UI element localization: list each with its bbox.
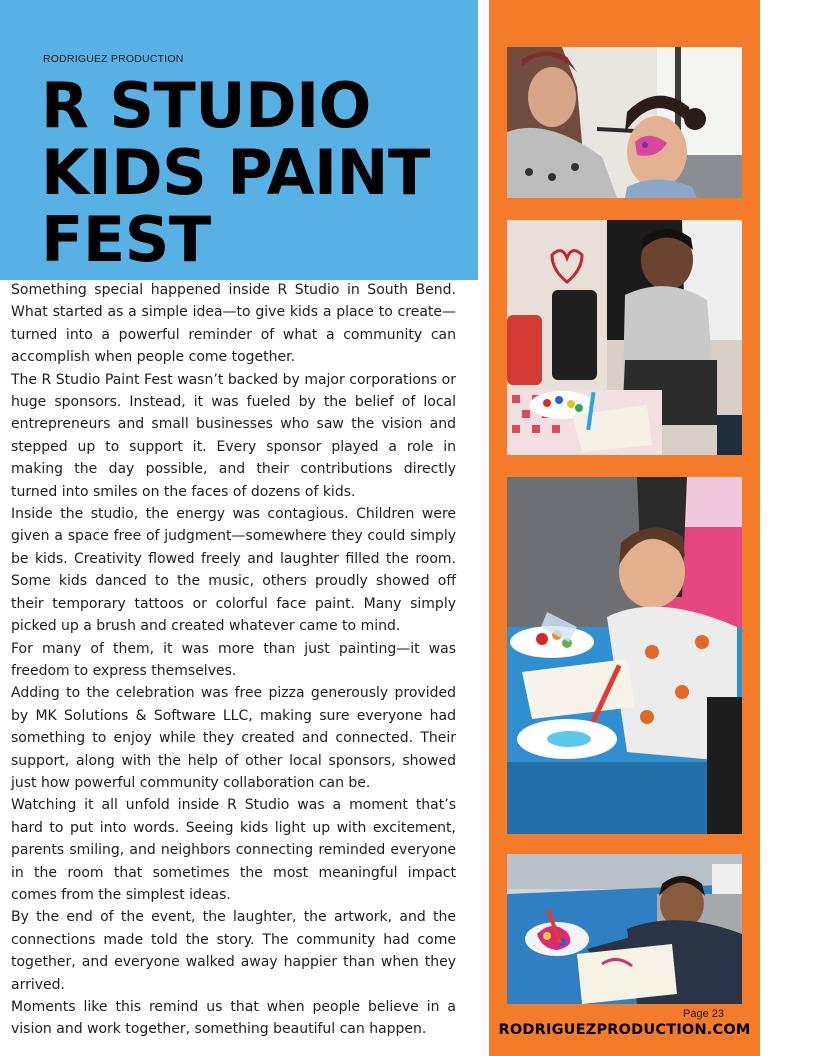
page-number: Page 23 bbox=[683, 1008, 724, 1020]
toddler-painting-photo bbox=[507, 477, 742, 834]
article-paragraph-6: Watching it all unfold inside R Studio was a moment that’s hard to put into words. Seeing kids light up with excitement, parents smiling, and neighbors connecting reminded everyone in the room that sometimes the most meaningful impact comes from the simplest ideas. bbox=[11, 797, 456, 903]
photo-sidebar bbox=[489, 0, 760, 1056]
title-line-1: R STUDIO bbox=[41, 69, 371, 142]
article-paragraph-7: By the end of the event, the laughter, the artwork, and the connections made told the story. The community had come together, and everyone walked away happier than when they arrived. bbox=[11, 909, 456, 993]
article-paragraph-1: Something special happened inside R Studio in South Bend. What started as a simple idea—to give kids a place to create—turned into a powerful reminder of what a community can accomplish when people come together. bbox=[11, 282, 456, 366]
article-paragraph-2: The R Studio Paint Fest wasn’t backed by major corporations or huge sponsors. Instead, it was fueled by the belief of local entrepreneurs and small businesses who saw the vision and stepped up to support it. Every sponsor played a role in making the day possible, and their contributions directly turned into smiles on the faces of dozens of kids. bbox=[11, 371, 456, 500]
title-line-3: FEST bbox=[41, 203, 211, 276]
article-paragraph-5: Adding to the celebration was free pizza generously provided by MK Solutions & Software LLC, making sure everyone had something to enjoy while they created and connected. Their support, along with the help of other local sponsors, showed just how powerful community collaboration can be. bbox=[11, 685, 456, 791]
publication-kicker: RODRIGUEZ PRODUCTION bbox=[43, 53, 184, 65]
article-paragraph-4: For many of them, it was more than just painting—it was freedom to express themselves. bbox=[11, 640, 456, 679]
article-paragraph-3: Inside the studio, the energy was contagious. Children were given a space free of judgment—somewhere they could simply be kids. Creativity flowed freely and laughter filled the room. Some kids danced to the music, others proudly showed off their temporary tattoos or colorful face paint. Many simply picked up a brush and created whatever came to mind. bbox=[11, 506, 456, 635]
face-painting-photo bbox=[507, 47, 742, 198]
child-art-table-photo bbox=[507, 854, 742, 1004]
website-link[interactable]: RODRIGUEZPRODUCTION.COM bbox=[498, 1022, 751, 1038]
title-line-2: KIDS PAINT bbox=[41, 136, 430, 209]
title-banner bbox=[0, 0, 478, 280]
article-paragraph-8: Moments like this remind us that when people believe in a vision and work together, something beautiful can happen. bbox=[11, 999, 456, 1038]
page-title bbox=[41, 69, 471, 276]
article-body bbox=[11, 279, 456, 1041]
boy-painting-photo bbox=[507, 220, 742, 455]
